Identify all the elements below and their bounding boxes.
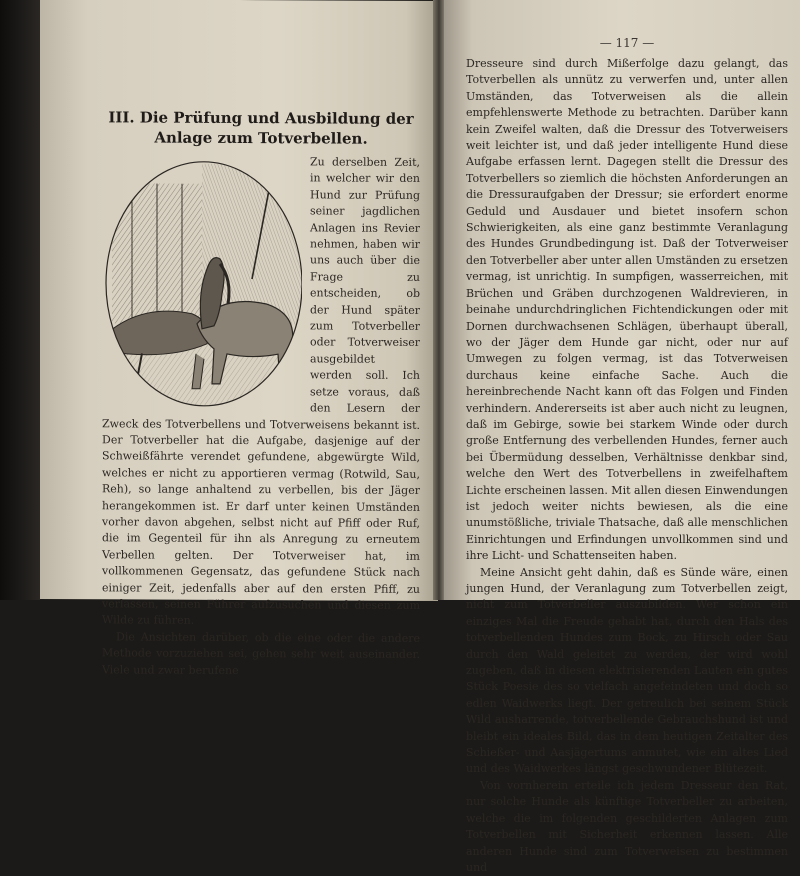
page-number: — 117 —	[599, 36, 655, 50]
left-page	[40, 0, 438, 677]
chapter-title: III. Die Prüfung und Ausbildung der Anlage zum Totverbellen.	[108, 108, 414, 148]
table-background	[0, 0, 40, 600]
left-page-text	[102, 153, 420, 680]
hunting-dog-illustration	[102, 153, 302, 409]
paragraph: Die Ansichten darüber, ob die eine oder die andere Methode vorzuziehen sei, gehen sehr weit auseinander. Viele und zwar berufene	[102, 630, 420, 677]
right-page-text	[466, 56, 788, 876]
paragraph: Dresseure sind durch Mißerfolge dazu gelangt, das Totverbellen als unnütz zu verwerfen und, unter allen Umständen, das Totverweisen als die allein empfehlenswerte Methode zu betrachten. Darüber kann kein Zweifel walten, daß die Dressur des Totverweisers weit leichter ist, und daß jeder intelligente Hund diese Aufgabe erfassen lernt. Dagegen stellt die Dressur des Totverbellers so ziemlich die höchsten Anforderungen an die Dressuraufgaben der Dressur; sie erfordert enorme Geduld und Ausdauer und bietet insofern schon Schwierigkeiten, als eine ganz bestimmte Veranlagung des Hundes Grundbedingung ist. Daß der Totverweiser den Totverbeller aber unter allen Umständen zu ersetzen vermag, ist unrichtig. In sumpfigen, wasserreichen, mit Brüchen und Gräben durchzogenen Waldrevieren, in beinahe undurchdringlichen Fichtendickungen oder mit Dornen durchwachsenen Schlägen, überhaupt überall, wo der Jäger dem Hunde gar nicht, oder nur auf Umwegen zu folgen vermag, ist das Totverweisen durchaus keine einfache Sache. Auch die hereinbrechende Nacht kann oft das Folgen und Finden verhindern. Andererseits ist aber auch nicht zu leugnen, daß im Gebirge, sowie bei starkem Winde oder durch große Entfernung des verbellenden Hundes, ferner auch bei Übermüdung desselben, Verhältnisse denkbar sind, welche den Wert des Totverbellens in zweifelhaftem Lichte erscheinen lassen. Mit allen diesen Einwendungen ist jedoch weiter nichts bewiesen, als die eine unumstößliche, triviale Thatsache, daß alle menschlichen Einrichtungen und Erfindungen unvollkommen sind und ihre Licht- und Schattenseiten haben.	[466, 57, 788, 563]
paragraph: Meine Ansicht geht dahin, daß es Sünde wäre, einen jungen Hund, der Veranlagung zum Totverbellen zeigt, nicht zum Totverbeller auszubilden. Wer schon ein einziges Mal die Freude gehabt hat, durch den Hals des totverbellenden Hundes zum Bock, zu Hirsch oder Sau durch den Wald geleitet zu werden, der wird wohl zugeben, daß in diesen elektrisierenden Lauten ein gutes Stück Poesie des so vielfach angefeindeten und doch so edlen Waidwerks liegt. Der getreulich bei seinem Stück Wild ausharrende, totverbellende Gebrauchshund ist und bleibt ein ideales Bild, das in dem heutigen Zeitalter des Schießer- und Aasjägertums anmutet, wie ein altes Lied und des Waidwerkes längst geschwundener Blütezeit.	[466, 565, 788, 776]
paragraph: Zu derselben Zeit, in welcher wir den Hund zur Prüfung seiner jagdlichen Anlagen ins Revier nehmen, haben wir uns auch über die Frage zu entscheiden, ob der Hund später zum Totverbeller oder Totverweiser ausgebildet werden soll. Ich setze voraus, daß den Lesern der Zweck des Totverbellens und Totverweisens bekannt ist. Der Totverbeller hat die Aufgabe, dasjenige auf der Schweißfährte verendet gefundene, abgewürgte Wild, welches er nicht zu apportieren vermag (Rotwild, Sau, Reh), so lange anhaltend zu verbellen, bis der Jäger herangekommen ist. Er darf unter keinen Umständen vorher davon abgehen, selbst nicht auf Pfiff oder Ruf, die im Gegenteil für ihn als Anregung zu erneutem Verbellen gelten. Der Totverweiser hat, im vollkommenen Gegensatz, das gefundene Stück nach einiger Zeit, jedenfalls aber auf den ersten Pfiff, zu verlassen, seinen Führer aufzusuchen und diesen zum Wilde zu führen.	[102, 155, 420, 628]
paragraph: Von vornherein erteile ich jedem Dresseur den Rat, nur solche Hunde als künftige Totverbeller zu arbeiten, welche die im folgenden geschilderten Anlagen zum Totverbellen mit Sicherheit erkennen lassen. Alle anderen Hunde sind zum Totverweisen zu bestimmen und	[466, 778, 788, 874]
right-page	[444, 0, 800, 874]
